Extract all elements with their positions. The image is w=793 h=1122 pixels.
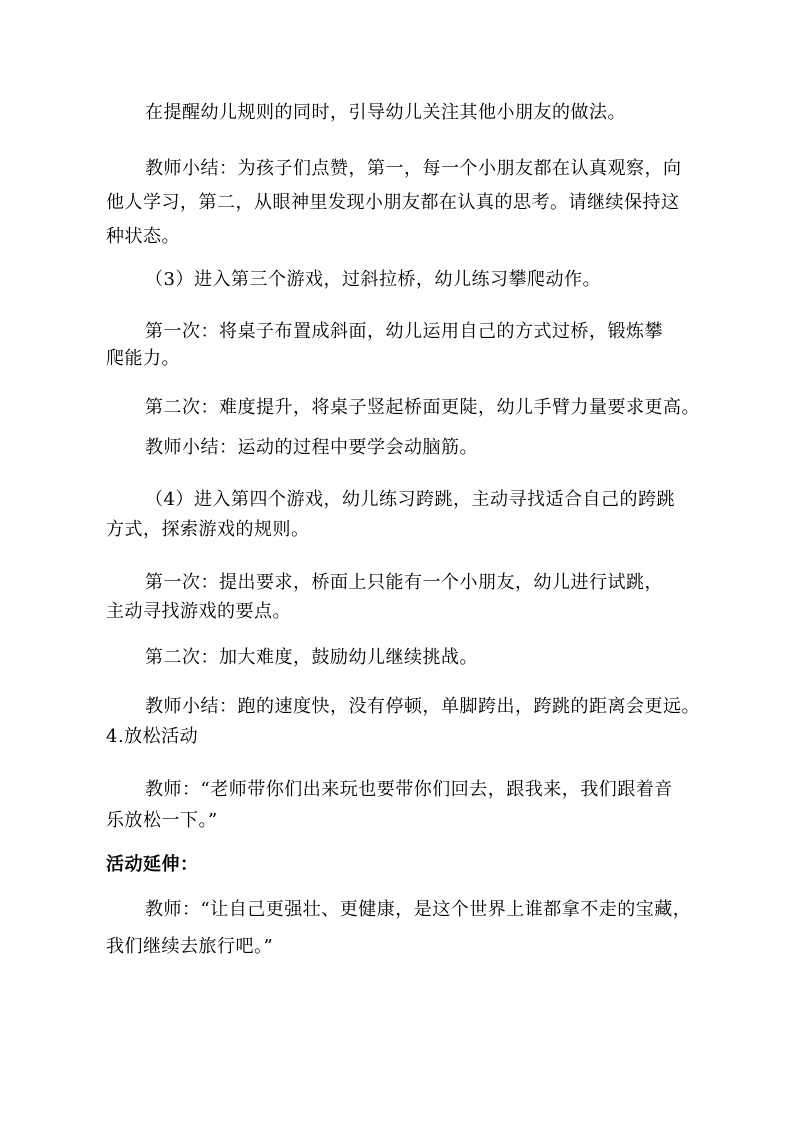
paragraph-line: 在提醒幼儿规则的同时，引导幼儿关注其他小朋友的做法。 <box>145 102 626 123</box>
paragraph-line: 教师小结：运动的过程中要学会动脑筋。 <box>145 437 478 458</box>
paragraph-line: 爬能力。 <box>106 348 180 369</box>
paragraph-line: 教师小结：跑的速度快，没有停顿，单脚跨出，跨跳的距离会更远。 <box>145 696 700 717</box>
section-heading-bold: 活动延伸： <box>106 854 199 875</box>
paragraph-line: 教师小结：为孩子们点赞，第一，每一个小朋友都在认真观察，向 <box>145 158 682 179</box>
paragraph-line: （4）进入第四个游戏，幼儿练习跨跳，主动寻找适合自己的跨跳 <box>145 489 675 510</box>
paragraph-line: （3）进入第三个游戏，过斜拉桥，幼儿练习攀爬动作。 <box>145 269 601 290</box>
paragraph-line: 教师：“让自己更强壮、更健康，是这个世界上谁都拿不走的宝藏， <box>145 899 692 920</box>
paragraph-line: 主动寻找游戏的要点。 <box>106 601 291 622</box>
paragraph-line: 第二次：加大难度，鼓励幼儿继续挑战。 <box>145 647 478 668</box>
paragraph-line: 第二次：难度提升，将桌子竖起桥面更陡，幼儿手臂力量要求更高。 <box>145 397 700 418</box>
section-heading: 4.放松活动 <box>106 726 199 747</box>
paragraph-line: 种状态。 <box>106 226 180 247</box>
paragraph-line: 我们继续去旅行吧。” <box>106 936 274 957</box>
paragraph-line: 他人学习，第二，从眼神里发现小朋友都在认真的思考。请继续保持这 <box>106 192 680 213</box>
paragraph-line: 方式，探索游戏的规则。 <box>106 519 310 540</box>
paragraph-line: 教师：“老师带你们出来玩也要带你们回去，跟我来，我们跟着音 <box>145 779 673 800</box>
paragraph-line: 第一次：将桌子布置成斜面，幼儿运用自己的方式过桥，锻炼攀 <box>145 321 663 342</box>
paragraph-line: 乐放松一下。” <box>106 810 218 831</box>
paragraph-line: 第一次：提出要求，桥面上只能有一个小朋友，幼儿进行试跳， <box>145 572 663 593</box>
